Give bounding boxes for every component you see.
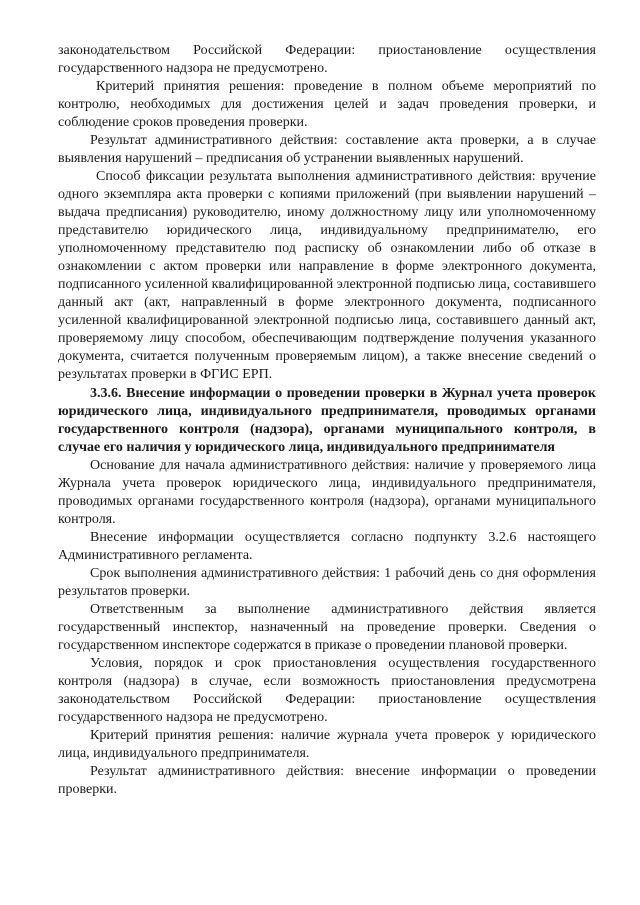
paragraph-responsible-person: Ответственным за выполнение административного действия является государственный инспектор, назначенный на проведение проверки. Сведения о государственном инспекторе содержатся в приказе о проведении плановой проверки. — [58, 602, 596, 653]
section-heading-3-3-6: 3.3.6. Внесение информации о проведении проверки в Журнал учета проверок юридического лица, индивидуального предпринимателя, проводимых органами государственного контроля (надзора), органами муниципального контроля, в случае его наличия у юридического лица, индивидуального предпринимателя — [58, 386, 596, 455]
paragraph-basis-for-action: Основание для начала административного действия: наличие у проверяемого лица Журнала учета проверок юридического лица, индивидуального предпринимателя, проводимых органами государственного контроля (надзора), органами муниципального контроля. — [58, 458, 596, 527]
paragraph-suspension-conditions: Условия, порядок и срок приостановления осуществления государственного контроля (надзора) в случае, если возможность приостановления предусмотрена законодательством Российской Федерации: приостановление осуществления государственного надзора не предусмотрено. — [58, 656, 596, 725]
paragraph-action-result-entry: Результат административного действия: внесение информации о проведении проверки. — [58, 764, 596, 797]
paragraph-result-fixation-method: Способ фиксации результата выполнения административного действия: вручение одного экземпляра акта проверки с копиями приложений (при выявлении нарушений – выдача предписания) руководителю, иному должностному лицу или уполномоченному представителю юридического лица, индивидуальному предпринимателю, его уполномоченному представителю под расписку об ознакомлении либо об отказе в ознакомлении с актом проверки или направление в форме электронного документа, подписанного усиленной квалифицированной электронной подписью лица, составившего данный акт (акт, направленный в форме электронного документа, подписанного усиленной квалифицированной электронной подписью лица, составившего данный акт, проверяемому лицу способом, обеспечивающим подтверждение получения указанного документа, считается полученным проверяемым лицом), а также внесение сведений о результатах проверки в ФГИС ЕРП. — [58, 169, 596, 382]
paragraph-action-result: Результат административного действия: составление акта проверки, а в случае выявления нарушений – предписания об устранении выявленных нарушений. — [58, 133, 596, 166]
paragraph-information-entry: Внесение информации осуществляется согласно подпункту 3.2.6 настоящего Административного регламента. — [58, 530, 596, 563]
paragraph-decision-criterion: Критерий принятия решения: проведение в полном объеме мероприятий по контролю, необходимых для достижения целей и задач проведения проверки, и соблюдение сроков проведения проверки. — [58, 79, 596, 130]
paragraph-continuation-suspension: законодательством Российской Федерации: приостановление осуществления государственного надзора не предусмотрено. — [58, 43, 596, 76]
paragraph-decision-criterion-journal: Критерий принятия решения: наличие журнала учета проверок у юридического лица, индивидуального предпринимателя. — [58, 728, 596, 761]
paragraph-action-deadline: Срок выполнения административного действия: 1 рабочий день со дня оформления результатов проверки. — [58, 566, 596, 599]
